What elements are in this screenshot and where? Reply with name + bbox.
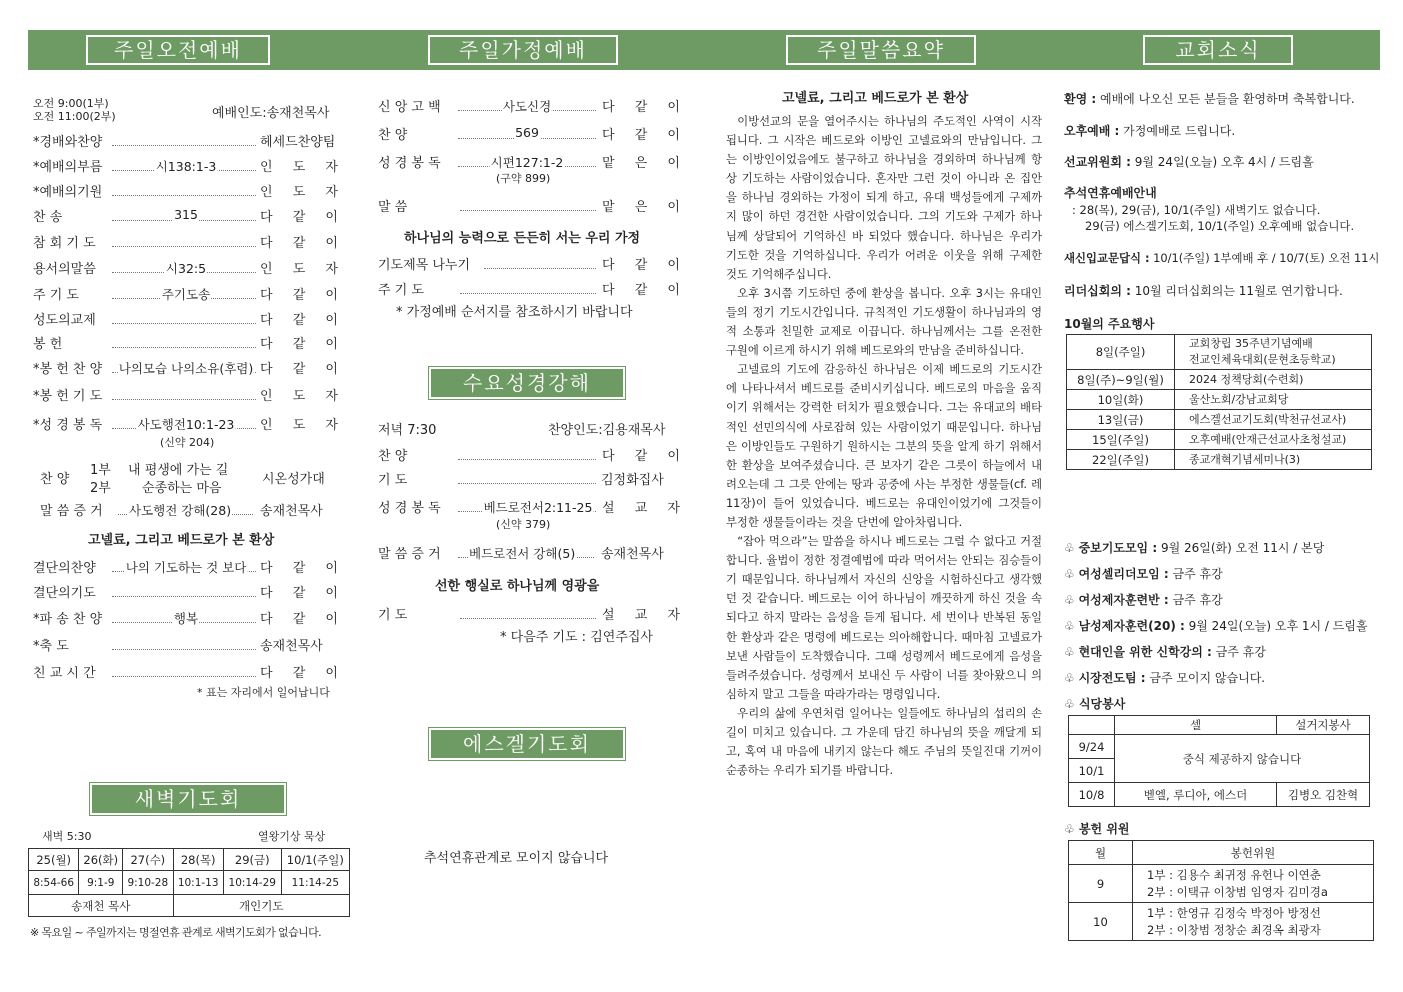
order-label: 친 교 시 간 — [33, 666, 96, 681]
order-right: 인 도 자 — [260, 262, 346, 277]
news-leader — [1064, 282, 1343, 299]
family-reading-sub: (구약 899) — [496, 172, 551, 185]
offer-table — [1068, 840, 1374, 941]
order-label: 기 도 — [378, 473, 408, 488]
sermon-label: 말 씀 증 거 — [40, 504, 103, 519]
oct-title: 10월의 주요행사 — [1064, 317, 1155, 331]
order-label: 찬 양 — [378, 128, 408, 143]
leader-dots — [112, 347, 256, 348]
dawn-book: 열왕기상 묵상 — [258, 830, 326, 843]
meeting-key: 남성제자훈련(20) : — [1078, 619, 1185, 633]
oct-event-line: 교회창립 35주년기념예배 — [1189, 337, 1313, 350]
order-label: 결단의찬양 — [33, 561, 96, 576]
offer-row — [1069, 865, 1374, 903]
offer-members — [1133, 865, 1374, 903]
order-right: 다 같 이 — [260, 666, 346, 681]
order-right: 다 같 이 — [260, 236, 346, 251]
order-right: 헤세드찬양팀 — [260, 135, 336, 150]
choir-song1: 내 평생에 가는 길 — [128, 463, 229, 478]
header-morning: 주일오전예배 — [86, 35, 270, 65]
news-chuseok-line2: 29(금) 에스겔기도회, 10/1(주일) 오후예배 없습니다. — [1085, 219, 1355, 233]
oct-event-row — [1067, 335, 1372, 370]
oct-event-desc — [1175, 390, 1372, 410]
meeting-item — [1064, 617, 1368, 634]
dawn-day: 10/1(주일) — [281, 849, 349, 871]
meeting-text: 금주 휴강 — [1168, 567, 1223, 581]
order-mid: 569 — [515, 125, 539, 140]
order-label: 신 앙 고 백 — [378, 100, 441, 115]
order-label: 주 기 도 — [33, 288, 79, 303]
news-key: 선교위원회 : — [1064, 155, 1131, 169]
morning-reading-sub: (신약 204) — [160, 436, 215, 449]
sermon-right: 송재천목사 — [260, 504, 323, 519]
oct-event-desc — [1175, 450, 1372, 470]
sermon-paragraph: 오후 3시쯤 기도하던 중에 환상을 봅니다. 오후 3시는 유대인들의 정기 기도시간입니다. 규칙적인 기도생활이 하나님과의 영적 소통과 친밀한 교제로 이끕니다. 하나님께서는 그를 온전한 구원에 이르게 하시기 위해 베드로와의 만남을 준비하십니다. — [726, 286, 1042, 358]
header-dawn: 새벽기도회 — [90, 783, 286, 815]
wed-title: 선한 행실로 하나님께 영광을 — [435, 579, 600, 594]
sermon-mid: 사도행전 강해(28) — [129, 503, 232, 518]
news-text: 10월 리더십회의는 11월로 연기합니다. — [1130, 284, 1343, 298]
leader-dots — [112, 676, 256, 677]
order-mid: 315 — [174, 207, 198, 222]
news-newcomer — [1064, 250, 1379, 266]
dawn-day: 25(월) — [29, 849, 79, 871]
dawn-verse: 11:14-25 — [281, 871, 349, 895]
oct-event-desc — [1175, 335, 1372, 370]
leader-dots — [112, 246, 256, 247]
order-label: *봉 헌 찬 양 — [33, 362, 103, 377]
order-right: 인 도 자 — [260, 418, 346, 433]
order-right: 다 같 이 — [260, 362, 346, 377]
header-wednesday: 수요성경강해 — [429, 367, 625, 399]
dawn-day: 27(수) — [123, 849, 173, 871]
meeting-key: 시장전도팀 : — [1078, 671, 1146, 685]
news-key: 리더십회의 : — [1064, 284, 1131, 298]
order-label: 성도의교제 — [33, 313, 96, 328]
oct-event-row — [1067, 410, 1372, 430]
news-text: 예배에 나오신 모든 분들을 환영하며 축복합니다. — [1096, 92, 1355, 106]
meal-date: 10/8 — [1069, 783, 1115, 807]
family-note: * 가정예배 순서지를 참조하시기 바랍니다 — [396, 305, 633, 320]
order-label: 기도제목 나누기 — [378, 258, 471, 273]
morning-leader: 예배인도:송재천목사 — [212, 106, 330, 121]
order-right: 맡 은 이 — [602, 156, 688, 171]
meeting-key: 현대인을 위한 신학강의 : — [1078, 645, 1212, 659]
order-right: 다 같 이 — [602, 283, 688, 298]
oct-events-table — [1066, 334, 1372, 470]
order-right: 다 같 이 — [260, 313, 346, 328]
order-mid: 시138:1-3 — [155, 159, 217, 174]
order-right: 다 같 이 — [260, 210, 346, 225]
wed-prayer-label: 기 도 — [378, 608, 408, 623]
meal-head-cell: 셀 — [1115, 716, 1277, 735]
wed-time: 저녁 7:30 — [378, 423, 437, 438]
oct-event-row — [1067, 450, 1372, 470]
order-right: 다 같 이 — [260, 586, 346, 601]
offer-head-members: 봉헌위원 — [1133, 841, 1374, 865]
dawn-leader1: 송재천 목사 — [29, 895, 174, 917]
oct-event-date: 13일(금) — [1067, 410, 1175, 430]
offer-line: 2부 : 이창범 정창순 최경옥 최광자 — [1147, 922, 1321, 937]
leader-dots — [112, 195, 256, 196]
meeting-key: 여성셀리더모임 : — [1078, 567, 1169, 581]
meeting-text: 금주 휴강 — [1211, 645, 1266, 659]
order-mid: 시32:5 — [165, 261, 207, 276]
header-ezekiel: 에스겔기도회 — [429, 728, 625, 760]
meeting-item — [1064, 669, 1265, 686]
leader-dots — [484, 268, 596, 269]
meeting-text: 금주 모이지 않습니다. — [1145, 671, 1266, 685]
order-label: *경배와찬양 — [33, 135, 103, 150]
offer-month: 10 — [1069, 903, 1133, 941]
header-news: 교회소식 — [1143, 35, 1293, 65]
oct-event-date: 10일(화) — [1067, 390, 1175, 410]
morning-note: * 표는 자리에서 일어납니다 — [197, 686, 330, 699]
club-icon: ♧ — [1064, 697, 1075, 711]
oct-event-line: 종교개혁기념세미나(3) — [1189, 452, 1301, 466]
morning-time1: 오전 9:00(1부) — [33, 97, 109, 110]
club-icon: ♧ — [1064, 822, 1075, 836]
wed-prayer-right: 설 교 자 — [602, 608, 688, 623]
choir-right: 시온성가대 — [262, 472, 325, 487]
oct-event-line: 전교인체육대회(문현초등학교) — [1189, 353, 1336, 366]
order-label: 성 경 봉 독 — [378, 156, 441, 171]
oct-event-line: 2024 정책당회(수련회) — [1189, 372, 1304, 386]
morning-time2: 오전 11:00(2부) — [33, 110, 116, 123]
meeting-key: 중보기도모임 : — [1078, 541, 1158, 555]
morning-sermon-title: 고넬료, 그리고 베드로가 본 환상 — [88, 533, 275, 548]
leader-dots — [112, 399, 256, 400]
news-text: 10/1(주일) 1부예배 후 / 10/7(토) 오전 11시 — [1149, 251, 1380, 265]
order-mid: 시편127:1-2 — [490, 155, 564, 170]
choir-song2: 순종하는 마음 — [142, 481, 222, 496]
meeting-item — [1064, 643, 1266, 660]
leader-dots — [112, 323, 256, 324]
news-chuseok-line1: : 28(목), 29(금), 10/1(주일) 새벽기도 없습니다. — [1072, 203, 1321, 217]
order-right: 다 같 이 — [602, 100, 688, 115]
choir-part2: 2부 — [90, 481, 111, 496]
news-key: 환영 : — [1064, 92, 1097, 106]
news-key: 오후예배 : — [1064, 124, 1120, 138]
news-mission — [1064, 153, 1314, 170]
order-right: 다 같 이 — [260, 288, 346, 303]
dawn-time: 새벽 5:30 — [42, 830, 92, 843]
news-welcome — [1064, 90, 1355, 107]
leader-dots — [112, 596, 256, 597]
ezekiel-note: 추석연휴관계로 모이지 않습니다 — [424, 851, 609, 866]
order-right: 송재천목사 — [260, 639, 323, 654]
dawn-day: 28(목) — [173, 849, 223, 871]
oct-event-desc — [1175, 430, 1372, 450]
dawn-verse: 9:10-28 — [123, 871, 173, 895]
meal-closed: 중식 제공하지 않습니다 — [1115, 735, 1370, 783]
header-sermon: 주일말씀요약 — [786, 35, 976, 65]
offer-members — [1133, 903, 1374, 941]
family-word-right: 맡 은 이 — [602, 200, 688, 215]
leader-dots — [112, 649, 256, 650]
choir-part1: 1부 — [90, 463, 111, 478]
family-title: 하나님의 능력으로 든든히 서는 우리 가정 — [404, 231, 641, 246]
order-right: 다 같 이 — [260, 612, 346, 627]
meeting-item — [1064, 565, 1223, 582]
header-family: 주일가정예배 — [428, 35, 618, 65]
sermon-paragraph: 이방선교의 문을 열어주시는 하나님의 주도적인 사역이 시작됩니다. 그 시작은 베드로와 이방인 고넬료와의 만남입니다. 그는 이방인이었음에도 불구하고 하나님을 경외하며 하나님께 항상 기도하는 사람이었습니다. 혼자만 그런 것이 아니라 온 집안을 하나님 경외하는 가정이 되게 하고, 유대 백성들에게 구제까지 많이 하던 경건한 사람이었습니다. 그의 기도와 구제가 하나님께 상달되어 기억하신 바 되었다 했습니다. 하나님은 우리가 기도한 것을 기억하십니다. 우리가 어려운 이웃을 위해 구제한 것도 기억해주십니다. — [726, 115, 1042, 281]
offer-title-text: 봉헌 위원 — [1078, 822, 1130, 836]
order-mid: 행복 — [173, 611, 199, 626]
offer-row — [1069, 903, 1374, 941]
order-right: 다 같 이 — [602, 258, 688, 273]
offer-head-month: 월 — [1069, 841, 1133, 865]
dawn-verse: 10:1-13 — [173, 871, 223, 895]
offer-month: 9 — [1069, 865, 1133, 903]
order-label: 결단의기도 — [33, 586, 96, 601]
oct-event-date: 22일(주일) — [1067, 450, 1175, 470]
dawn-table — [28, 848, 350, 917]
club-icon: ♧ — [1064, 671, 1075, 685]
oct-event-row — [1067, 430, 1372, 450]
order-right: 인 도 자 — [260, 185, 346, 200]
wed-sermon-mid: 베드로전서 강해(5) — [469, 546, 576, 561]
meal-title — [1064, 695, 1125, 712]
meeting-key: 여성제자훈련반 : — [1078, 593, 1169, 607]
wed-sermon-right: 송재천목사 — [601, 547, 664, 562]
oct-event-line: 오후예배(안재근선교사초청설교) — [1189, 432, 1347, 446]
order-label: *예배의부름 — [33, 160, 103, 175]
oct-event-date: 8일(주)~9일(월) — [1067, 370, 1175, 390]
dawn-leader2: 개인기도 — [173, 895, 350, 917]
meal-date: 9/24 — [1069, 735, 1115, 759]
order-right: 다 같 이 — [602, 449, 688, 464]
order-mid: 사도행전10:1-23 — [137, 417, 235, 432]
leader-dots — [460, 618, 596, 619]
leader-dots — [458, 459, 596, 460]
news-text: 가정예배로 드립니다. — [1119, 124, 1236, 138]
order-right: 다 같 이 — [602, 128, 688, 143]
oct-event-row — [1067, 370, 1372, 390]
meeting-text: 9월 24일(오늘) 오후 1시 / 드림홀 — [1184, 619, 1368, 633]
order-mid: 베드로전서2:11-25 — [483, 500, 593, 515]
leader-dots — [112, 145, 256, 146]
oct-event-row — [1067, 390, 1372, 410]
sermon-paragraph: “잡아 먹으라”는 말씀을 하시나 베드로는 그럴 수 없다고 거절합니다. 율법이 정한 정결예법에 따라 먹어서는 안되는 짐승들이기 때문입니다. 하나님께서 자신의 신앙을 시험하신다고 생각했던 것 같습니다. 베드로는 이어 하나님이 깨끗하게 하신 것을 속되다고 하지 말라는 음성을 듣게 됩니다. 세 번이나 반복된 동일한 환상과 같은 명령에 베드로는 의아해합니다. 때마침 고넬료가 보낸 사람들이 도착했습니다. 그때 성령께서 베드로에게 음성을 들려주셨습니다. 성령께서 보내신 두 사람이 너를 찾아왔으니 의심하지 말고 그들을 따라가라는 명령입니다. — [726, 535, 1042, 701]
order-label: 찬 송 — [33, 210, 63, 225]
oct-event-line: 에스겔선교기도회(박천규선교사) — [1189, 412, 1347, 426]
club-icon: ♧ — [1064, 541, 1075, 555]
order-mid: 주기도송 — [161, 287, 211, 302]
choir-label: 찬 양 — [40, 472, 70, 487]
meeting-item — [1064, 591, 1223, 608]
news-afternoon — [1064, 122, 1235, 139]
order-label: *봉 헌 기 도 — [33, 389, 103, 404]
leader-dots — [458, 483, 596, 484]
club-icon: ♧ — [1064, 593, 1075, 607]
family-word-label: 말 씀 — [378, 200, 408, 215]
wed-reading-sub: (신약 379) — [496, 518, 551, 531]
leader-dots — [460, 293, 596, 294]
meal-date: 10/1 — [1069, 759, 1115, 783]
order-right: 다 같 이 — [260, 337, 346, 352]
dawn-verse: 9:1-9 — [79, 871, 123, 895]
meal-dish: 김병오 김찬혁 — [1277, 783, 1370, 807]
order-label: 찬 양 — [378, 449, 408, 464]
order-label: 봉 헌 — [33, 337, 63, 352]
dawn-note: ※ 목요일 ~ 주일까지는 명절연휴 관계로 새벽기도회가 없습니다. — [30, 926, 322, 939]
order-label: *성 경 봉 독 — [33, 418, 103, 433]
meal-cell: 벧엘, 루디아, 에스더 — [1115, 783, 1277, 807]
meeting-text: 금주 휴강 — [1168, 593, 1223, 607]
order-label: *파 송 찬 양 — [33, 612, 103, 627]
club-icon: ♧ — [1064, 567, 1075, 581]
order-right: 인 도 자 — [260, 389, 346, 404]
order-mid: 사도신경 — [502, 99, 552, 114]
sermon-summary-body — [726, 112, 1042, 780]
order-label: 주 기 도 — [378, 283, 424, 298]
meal-title-text: 식당봉사 — [1078, 697, 1126, 711]
news-chuseok-key: 추석연휴예배안내 — [1064, 186, 1157, 200]
dawn-verse: 10:14-29 — [223, 871, 281, 895]
dawn-day: 29(금) — [223, 849, 281, 871]
order-label: *축 도 — [33, 639, 69, 654]
order-label: 성 경 봉 독 — [378, 501, 441, 516]
news-text: 9월 24일(오늘) 오후 4시 / 드림홀 — [1130, 155, 1314, 169]
order-label: *예배의기원 — [33, 185, 103, 200]
order-mid: 나의모습 나의소유(후렴) — [118, 361, 254, 376]
order-right: 인 도 자 — [260, 160, 346, 175]
offer-title — [1064, 820, 1130, 837]
sermon-paragraph: 고넬료의 기도에 감응하신 하나님은 이제 베드로의 기도시간에 나타나셔서 베드로를 준비시키십니다. 베드로의 마음을 움직이기 위해서는 강력한 터치가 필요했습니다. 그는 유대교의 배타적인 선민의식에 사로잡혀 있는 사람이었기 때문입니다. 하나님은 이방인들도 구원하기 원하시는 그분의 뜻을 알게 하기 위해서 한 환상을 보여주셨습니다. 큰 보자기 같은 그릇이 하늘에서 내려오는데 그 그릇 안에는 땅과 공중에 사는 부정한 생물들(cf. 레11장)이 들어 있었습니다. 베드로는 유대인이었기에 그것들이 부정한 생물들이라는 것을 단번에 알아차립니다. — [726, 363, 1042, 529]
club-icon: ♧ — [1064, 645, 1075, 659]
oct-event-desc — [1175, 410, 1372, 430]
offer-line: 1부 : 김용수 최귀정 유헌나 이연춘 — [1147, 867, 1321, 882]
meeting-text: 9월 26일(화) 오전 11시 / 본당 — [1157, 541, 1325, 555]
order-right: 설 교 자 — [602, 501, 688, 516]
leader-dots — [460, 210, 596, 211]
offer-line: 2부 : 이택규 이창범 임영자 김미경a — [1147, 884, 1328, 899]
club-icon: ♧ — [1064, 619, 1075, 633]
oct-event-date: 8일(주일) — [1067, 335, 1175, 370]
wed-sermon-label: 말 씀 증 거 — [378, 547, 441, 562]
meal-head-blank — [1069, 716, 1115, 735]
meeting-item — [1064, 539, 1324, 556]
oct-event-line: 울산노회/강남교회당 — [1189, 392, 1289, 406]
sermon-paragraph: 우리의 삶에 우연처럼 일어나는 일들에도 하나님의 섭리의 손길이 미치고 있습니다. 그 가운데 담긴 하나님의 뜻을 깨달게 되고, 혹여 내 마음에 내키지 않는다 해도 주님의 뜻일진대 기꺼이 순종하는 우리가 되기를 바랍니다. — [726, 706, 1042, 778]
dawn-verse: 8:54-66 — [29, 871, 79, 895]
dawn-day: 26(화) — [79, 849, 123, 871]
sermon-summary-title: 고넬료, 그리고 베드로가 본 환상 — [782, 91, 969, 106]
offer-line: 1부 : 한영규 김정숙 박정아 방정선 — [1147, 905, 1321, 920]
order-right: 김정화집사 — [601, 473, 664, 488]
order-label: 용서의말씀 — [33, 262, 96, 277]
meal-head-dish: 설거지봉사 — [1277, 716, 1370, 735]
news-key: 새신입교문답식 : — [1064, 251, 1150, 265]
oct-event-date: 15일(주일) — [1067, 430, 1175, 450]
wed-leader: 찬양인도:김용재목사 — [548, 423, 666, 438]
order-label: 참 회 기 도 — [33, 236, 96, 251]
oct-event-desc — [1175, 370, 1372, 390]
order-right: 다 같 이 — [260, 561, 346, 576]
order-mid: 나의 기도하는 것 보다 — [125, 560, 247, 575]
wed-next: * 다음주 기도 : 김연주집사 — [500, 630, 653, 645]
meal-table — [1068, 715, 1370, 807]
